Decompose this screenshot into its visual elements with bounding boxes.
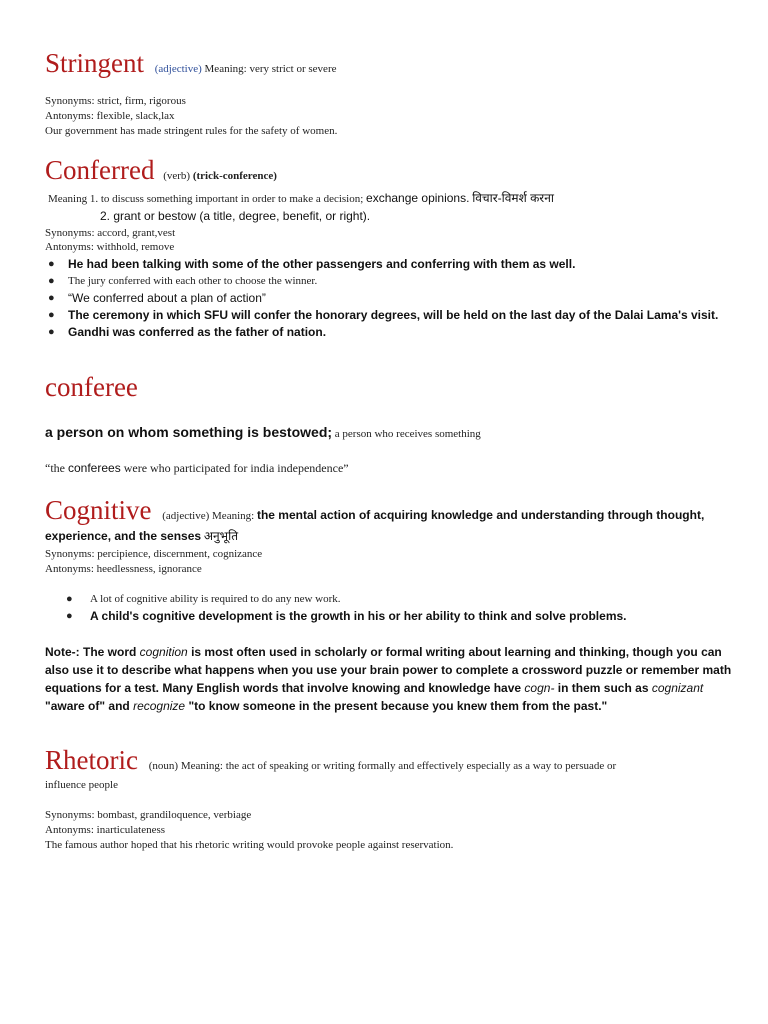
meaning-1-emphasis: exchange opinions. [366,191,470,205]
bullet-icon: ● [66,593,73,605]
part-of-speech: (noun) [148,760,179,772]
bullet-icon: ● [48,309,55,321]
note-text: "aware of" and [45,699,130,713]
synonyms: Synonyms: accord, grant,vest [45,227,176,239]
headword-conferred: Conferred [45,155,155,185]
meaning-2: 2. grant or bestow (a title, degree, benefit, or right). [100,209,371,223]
synonyms: Synonyms: bombast, grandiloquence, verbiage [45,809,252,821]
meaning-1 [48,191,554,207]
note-italic: cognizant [651,681,704,695]
note-italic: cogn- [524,681,555,695]
bullet-icon: ● [66,610,73,622]
antonyms: Antonyms: flexible, slack,lax [45,110,175,122]
headword-conferee: conferee [45,372,138,402]
meaning-label: Meaning: [212,510,255,522]
meaning: Meaning: very strict or severe [204,63,337,75]
note-text: "to know someone in the present because you knew them from the past." [188,699,608,713]
word-note: (trick-conference) [192,170,277,182]
usage-note [45,643,735,715]
meaning-text: experience, and the senses [45,529,202,543]
meaning-hindi: अनुभूति [203,529,239,543]
bullet-icon: ● [48,292,55,304]
definition [45,424,481,442]
entry-conferred-header [45,154,277,188]
list-item: The jury conferred with each other to choose the winner. [68,275,318,287]
entry-rhetoric-header [45,744,616,778]
bullet-icon: ● [48,275,55,287]
part-of-speech: (adjective) [162,510,210,522]
meaning-1-text: Meaning 1. to discuss something important in order to make a decision; [48,193,364,205]
example-sentence: Our government has made stringent rules for the safety of women. [45,125,338,137]
meaning-1-hindi: विचार-विमर्श करना [472,191,554,205]
antonyms: Antonyms: inarticulateness [45,824,166,836]
note-italic: cognition [139,645,188,659]
meaning: Meaning: the act of speaking or writing formally and effectively especially as a way to persuade or [180,760,617,772]
antonyms: Antonyms: withhold, remove [45,241,175,253]
bullet-icon: ● [48,258,55,270]
list-item: A lot of cognitive ability is required to do any new work. [90,593,341,605]
synonyms: Synonyms: percipience, discernment, cognizance [45,548,263,560]
example-sentence: The famous author hoped that his rhetoric writing would provoke people against reservation. [45,839,454,851]
definition-secondary: a person who receives something [334,428,481,440]
meaning: the mental action of acquiring knowledge and understanding through thought, [256,508,705,522]
meaning-continued: influence people [45,779,118,791]
list-item: He had been talking with some of the other passengers and conferring with them as well. [68,257,576,271]
meaning-continued [45,529,238,545]
entry-cognitive-header [45,494,704,528]
headword-rhetoric: Rhetoric [45,745,138,775]
part-of-speech: (adjective) [154,63,202,75]
antonyms: Antonyms: heedlessness, ignorance [45,563,202,575]
quote [45,461,349,476]
list-item: “We conferred about a plan of action” [68,291,266,305]
list-item: A child's cognitive development is the growth in his or her ability to think and solve problems. [90,609,627,623]
quote-text: were who participated for india independence” [123,461,349,475]
quote-text: “the [45,461,65,475]
synonyms: Synonyms: strict, firm, rigorous [45,95,186,107]
quote-emphasis: conferees [68,461,121,475]
entry-stringent-header [45,47,336,81]
list-item: The ceremony in which SFU will confer the honorary degrees, will be held on the last day of the Dalai Lama's visit. [68,308,719,322]
note-text: Note-: The word [45,645,137,659]
list-item: Gandhi was conferred as the father of nation. [68,325,327,339]
note-text: is most often used in scholarly or formal writing about learning and thinking, though you can also use it to describe what happens when you use your brain power to complete a crossword puzzle or remember math equations for a test. Many English words that involve knowing and knowledge have [45,645,732,695]
definition-main: a person on whom something is bestowed; [45,424,333,440]
part-of-speech: (verb) [163,170,191,182]
bullet-icon: ● [48,326,55,338]
note-italic: recognize [133,699,186,713]
headword-stringent: Stringent [45,48,144,78]
note-text: in them such as [557,681,649,695]
headword-cognitive: Cognitive [45,495,152,525]
